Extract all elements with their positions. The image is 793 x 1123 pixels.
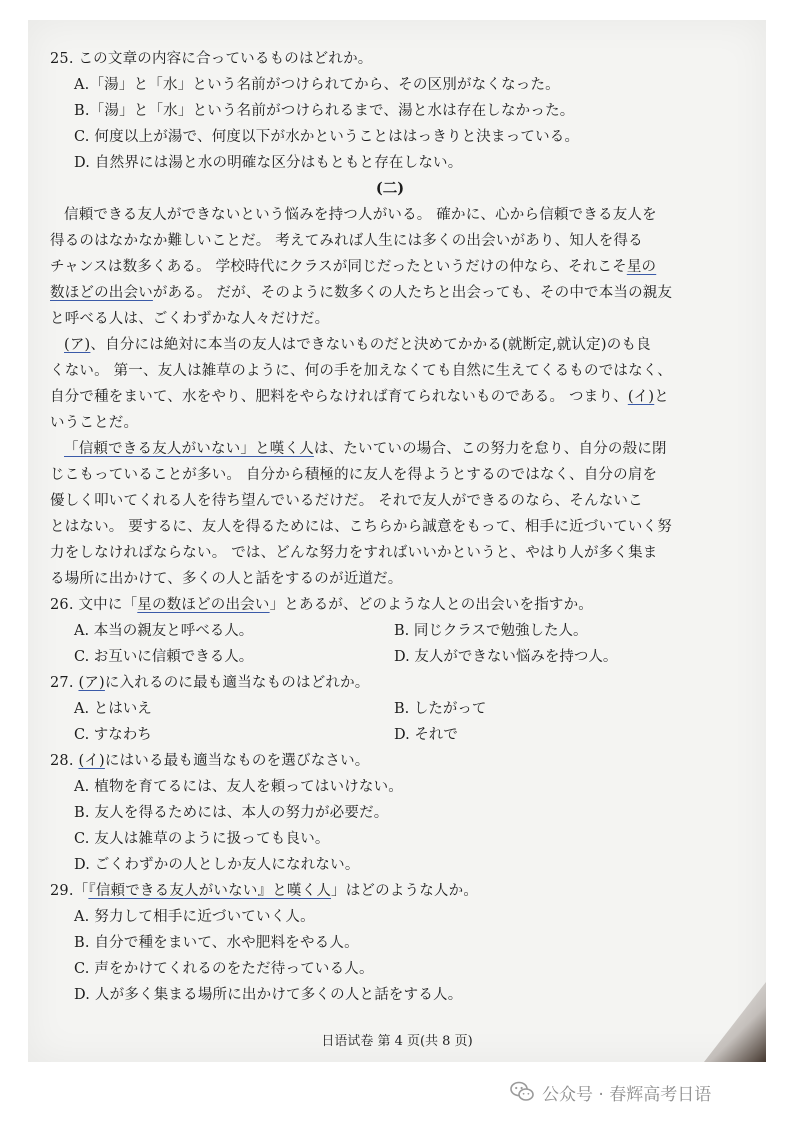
- q28-stem: [50, 748, 730, 774]
- q25-option-a: A.「湯」と「水」という名前がつけられてから、その区別がなくなった。: [74, 77, 560, 93]
- exam-page: [28, 20, 766, 1062]
- passage-line: 信頼できる友人ができないという悩みを持つ人がいる。 確かに、心から信頼できる友人を: [64, 207, 657, 223]
- q26-option-b: B. 同じクラスで勉強した人。: [394, 623, 588, 639]
- q26-stem-post: 」とあるが、どのような人との出会いを指すか。: [269, 597, 593, 613]
- q28-stem-pre: 28.: [50, 753, 79, 769]
- q28-option-c: C. 友人は雑草のように扱っても良い。: [74, 831, 330, 847]
- passage-line: [50, 280, 730, 306]
- q25-option-c: C. 何度以上が湯で、何度以下が水かということははっきりと決まっている。: [74, 129, 580, 145]
- q29-stem-underlined: 『信頼できる友人がいない』と嘆く人: [88, 883, 332, 899]
- q27-option-d: D. それで: [394, 727, 458, 743]
- q25-stem: 25. この文章の内容に合っているものはどれか。: [50, 51, 373, 67]
- q27-options-row: [50, 722, 730, 748]
- q27-options-row: [50, 696, 730, 722]
- q26-stem: [50, 592, 730, 618]
- passage-text: は、たいていの場合、この努力を怠り、自分の殻に閉: [313, 441, 667, 457]
- passage-line: 得るのはなかなか難しいことだ。 考えてみれば人生には多くの出会いがあり、知人を得る: [50, 233, 643, 249]
- passage-line: [50, 254, 730, 280]
- q28-stem-post: にはいる最も適当なものを選びなさい。: [104, 753, 370, 769]
- q29-option-c: C. 声をかけてくれるのをただ待っている人。: [74, 961, 374, 977]
- passage-line: じこもっていることが多い。 自分から積極的に友人を得ようとするのではなく、自分の肩を: [50, 467, 658, 483]
- q26-stem-pre: 26. 文中に「: [50, 597, 138, 613]
- passage-line: くない。 第一、友人は雑草のように、何の手を加えなくても自然に生えてくるものではなく、: [50, 363, 672, 379]
- q29-stem-post: 」はどのような人か。: [331, 883, 479, 899]
- q27-option-a: A. とはいえ: [74, 701, 152, 717]
- q27-option-c: C. すなわち: [74, 727, 152, 743]
- q26-options-row: [50, 618, 730, 644]
- page-content: [50, 46, 730, 1008]
- underlined-phrase-nageku: 「信頼できる友人がいない」と嘆く人: [64, 441, 314, 457]
- q26-option-d: D. 友人ができない悩みを持つ人。: [394, 649, 618, 665]
- passage-line: る場所に出かけて、多くの人と話をするのが近道だ。: [50, 571, 403, 587]
- q26-options-row: [50, 644, 730, 670]
- passage-line: 力をしなければならない。 では、どんな努力をすればいいかというと、やはり人が多く集ま: [50, 545, 658, 561]
- wechat-icon: [510, 1081, 534, 1103]
- q27-stem: [50, 670, 730, 696]
- q27-stem-pre: 27.: [50, 675, 79, 691]
- passage-text: チャンスは数多くある。 学校時代にクラスが同じだったというだけの仲なら、それこそ: [50, 259, 627, 275]
- q29-option-d: D. 人が多く集まる場所に出かけて多くの人と話をする人。: [74, 987, 463, 1003]
- q29-stem-pre: 29.「: [50, 883, 89, 899]
- q26-option-c: C. お互いに信頼できる人。: [74, 649, 254, 665]
- q29-option-b: B. 自分で種をまいて、水や肥料をやる人。: [74, 935, 359, 951]
- q26-option-a: A. 本当の親友と呼べる人。: [74, 623, 254, 639]
- blank-a-marker: (ア): [64, 337, 91, 353]
- passage-line: いうことだ。: [50, 415, 139, 431]
- wechat-watermark: [510, 1080, 711, 1104]
- passage-text: がある。 だが、そのように数多くの人たちと出会っても、その中で本当の親友: [152, 285, 673, 301]
- q29-option-a: A. 努力して相手に近づいていく人。: [74, 909, 315, 925]
- q26-stem-underlined: 星の数ほどの出会い: [137, 597, 270, 613]
- blank-i-marker: (イ): [627, 389, 655, 405]
- watermark-text: 公众号 · 春辉高考日语: [542, 1084, 712, 1105]
- q28-option-b: B. 友人を得るためには、本人の努力が必要だ。: [74, 805, 389, 821]
- page-footer: 日语试卷 第 4 页(共 8 页): [321, 1034, 473, 1049]
- passage-text: と: [654, 389, 669, 405]
- q28-option-a: A. 植物を育てるには、友人を頼ってはいけない。: [74, 779, 403, 795]
- passage-line: [50, 436, 730, 462]
- passage-text: 、自分には絶対に本当の友人はできないものだと決めてかかる(就断定,就认定)のも良: [90, 337, 651, 353]
- q27-option-b: B. したがって: [394, 701, 487, 717]
- q29-stem: [50, 878, 730, 904]
- passage-line: と呼べる人は、ごくわずかな人々だけだ。: [50, 311, 330, 327]
- q25-option-d: D. 自然界には湯と水の明確な区分はもともと存在しない。: [74, 155, 463, 171]
- underlined-phrase-hoshi: 星の: [626, 259, 657, 275]
- passage-text: 自分で種をまいて、水をやり、肥料をやらなければ育てられないものである。 つまり、: [50, 389, 628, 405]
- passage-line: [50, 332, 730, 358]
- q27-stem-post: に入れるのに最も適当なものはどれか。: [104, 675, 370, 691]
- q28-stem-underlined: (イ): [78, 753, 105, 769]
- underlined-phrase-hoshi-cont: 数ほどの出会い: [50, 285, 153, 301]
- passage-line: [50, 384, 730, 410]
- passage-line: とはない。 要するに、友人を得るためには、こちらから誠意をもって、相手に近づいていく努: [50, 519, 672, 535]
- q25-option-b: B.「湯」と「水」という名前がつけられるまで、湯と水は存在しなかった。: [74, 103, 575, 119]
- passage-line: 優しく叩いてくれる人を待ち望んでいるだけだ。 それで友人ができるのなら、そんないこ: [50, 493, 643, 509]
- q28-option-d: D. ごくわずかの人としか友人になれない。: [74, 857, 360, 873]
- section-title: (二): [375, 180, 405, 197]
- q27-stem-underlined: (ア): [78, 675, 105, 691]
